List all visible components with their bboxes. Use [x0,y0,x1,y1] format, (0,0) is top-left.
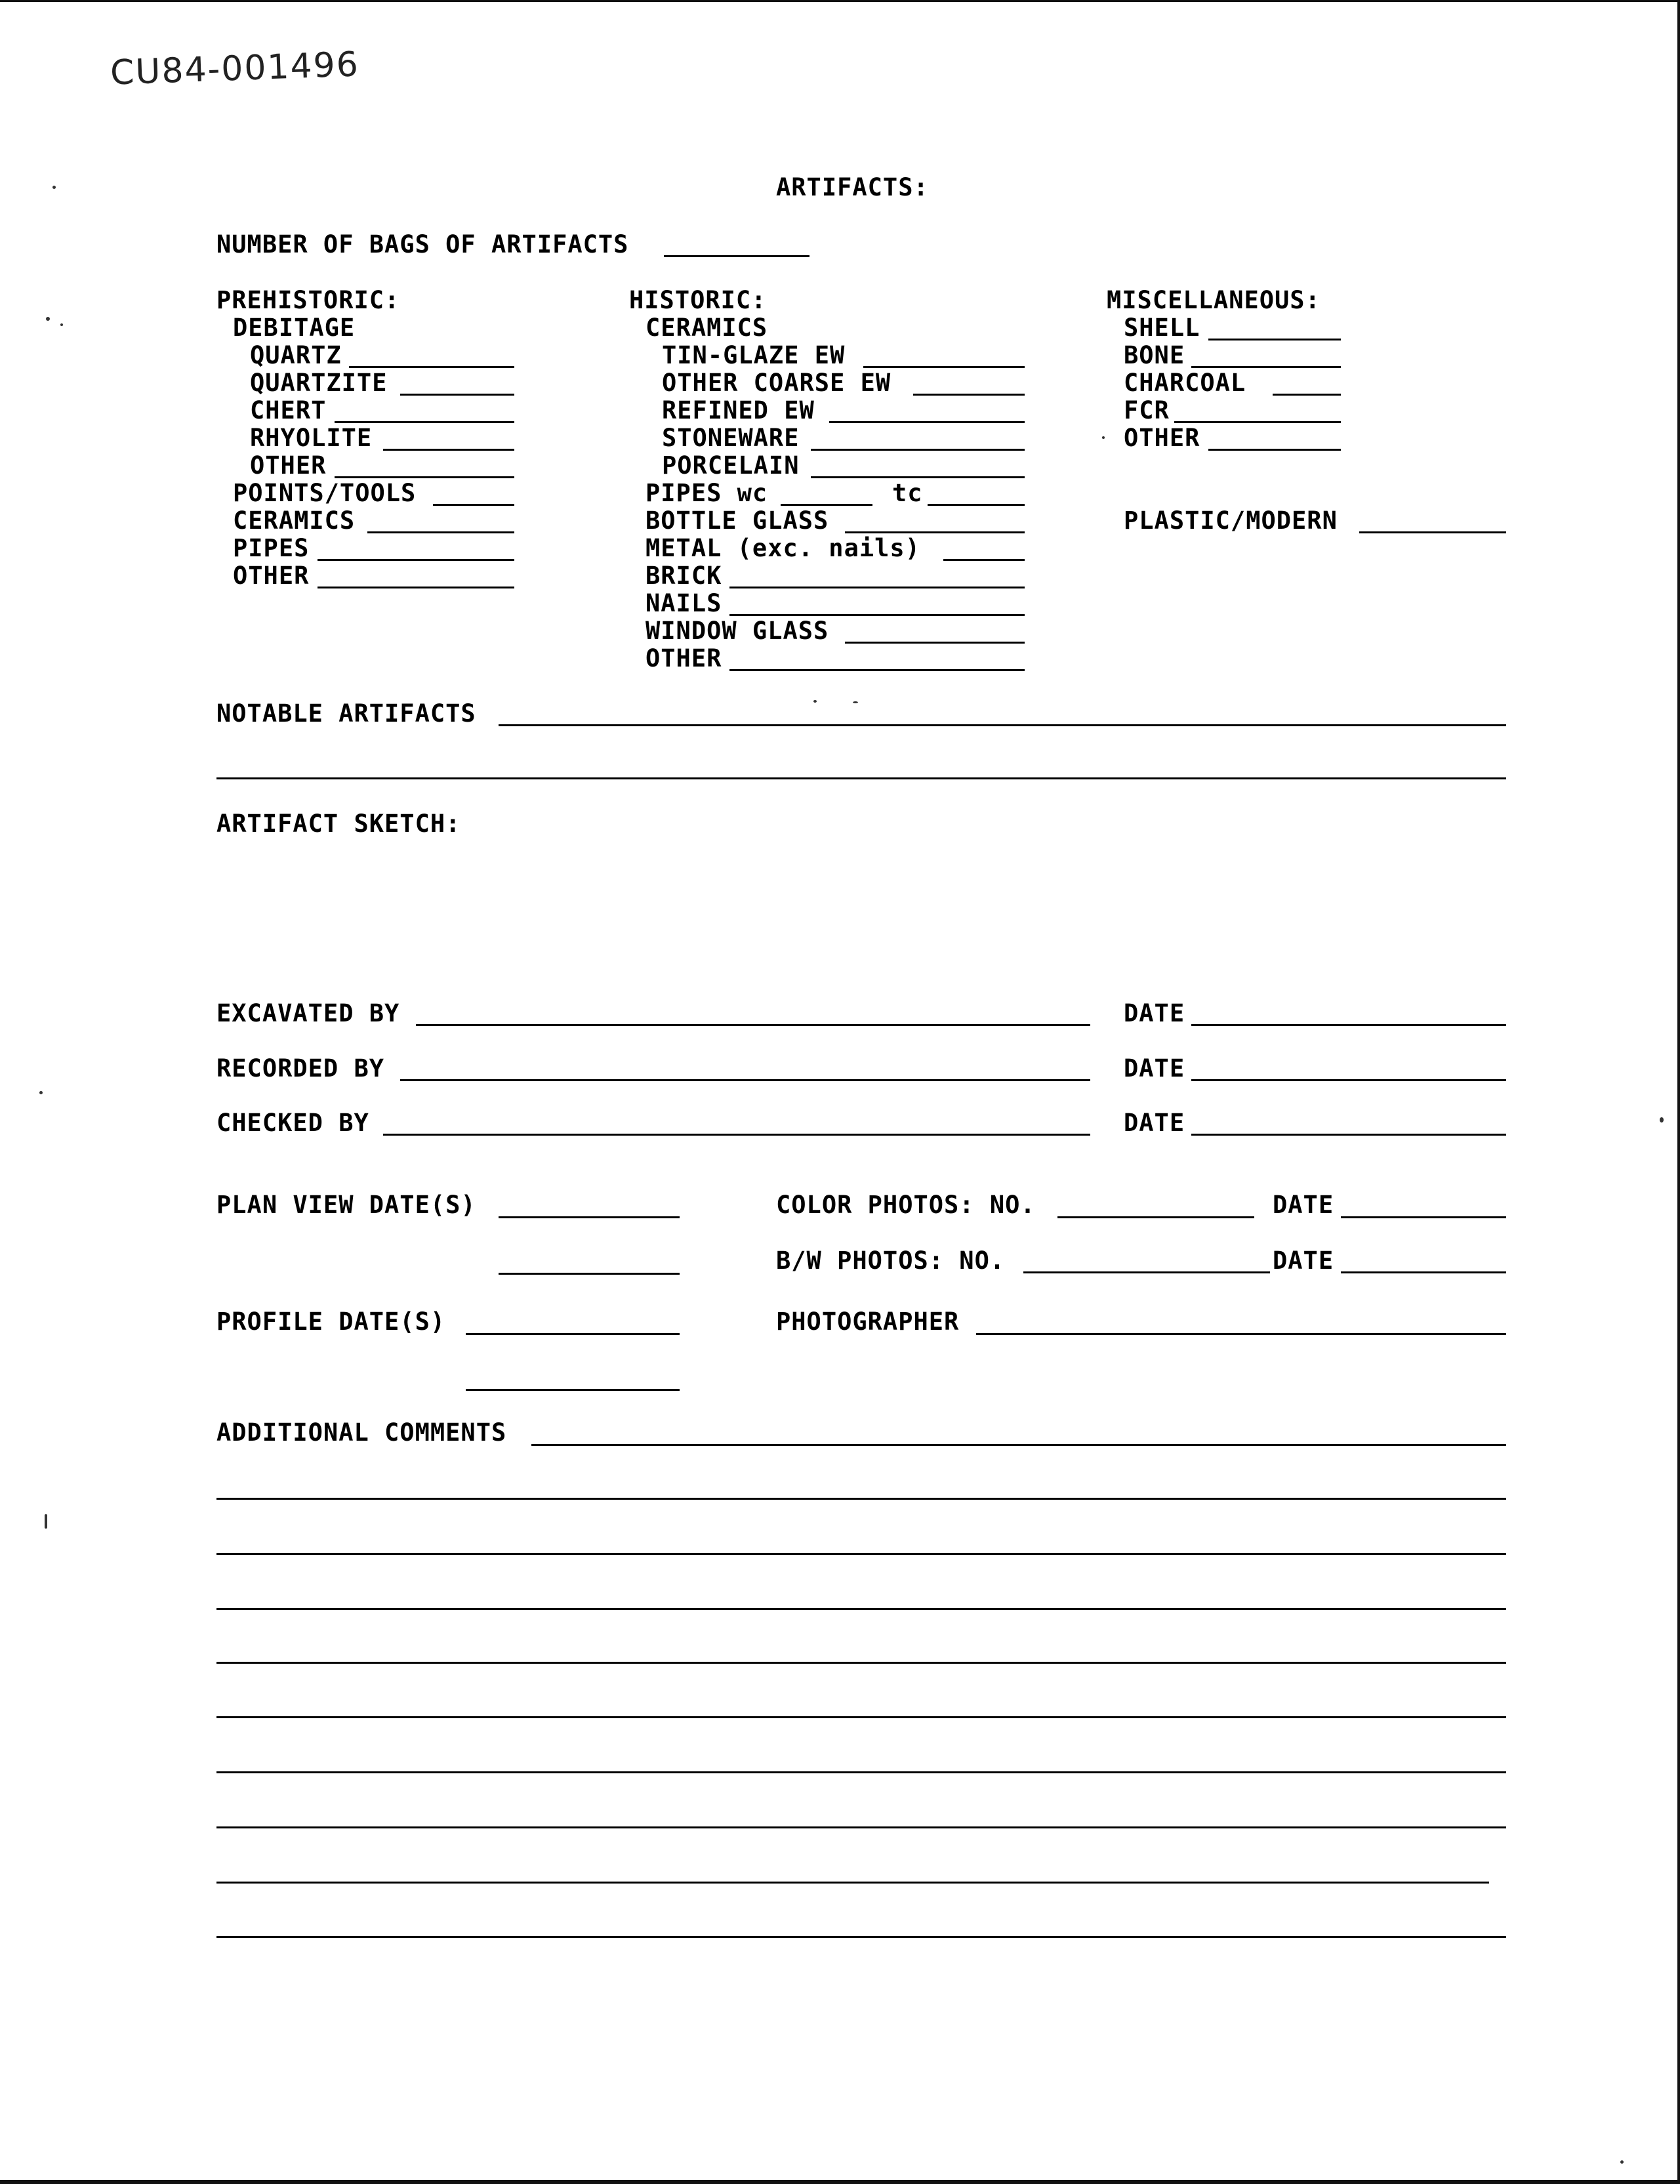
other-debitage-label: OTHER [250,451,327,480]
photographer-label: PHOTOGRAPHER [776,1308,960,1336]
scan-speck [853,701,858,703]
checked-by-label: CHECKED BY [216,1109,369,1137]
debitage-label: DEBITAGE [233,314,356,342]
fcr-label: FCR [1124,396,1170,424]
pipes-tc-field[interactable] [928,504,1025,506]
comments-line-7[interactable] [216,1771,1506,1773]
plastic-modern-field[interactable] [1359,531,1506,533]
notable-artifacts-field-2[interactable] [216,777,1506,779]
porcelain-label: PORCELAIN [662,451,800,480]
pipes-wc-label: PIPES wc [645,479,768,507]
prehistoric-pipes-label: PIPES [233,534,310,562]
bone-field[interactable] [1191,366,1341,368]
tin-glaze-label: TIN-GLAZE EW [662,341,846,369]
bw-photos-date-field[interactable] [1341,1271,1506,1273]
plan-view-field[interactable] [499,1216,680,1218]
photographer-field[interactable] [976,1333,1506,1335]
checked-date-label: DATE [1124,1109,1185,1137]
excavated-by-field[interactable] [416,1024,1090,1026]
prehistoric-other-field[interactable] [318,587,514,588]
nails-label: NAILS [645,589,722,617]
historic-heading: HISTORIC: [629,286,767,314]
notable-artifacts-label: NOTABLE ARTIFACTS [216,699,476,728]
fcr-field[interactable] [1174,421,1341,423]
nails-field[interactable] [729,614,1025,616]
scan-speck [39,1091,43,1094]
recorded-date-field[interactable] [1191,1079,1506,1081]
color-photos-no-field[interactable] [1057,1216,1254,1218]
comments-line-1[interactable] [531,1444,1506,1446]
comments-line-8[interactable] [216,1826,1506,1828]
historic-other-field[interactable] [729,669,1025,671]
scan-speck [1660,1117,1664,1123]
window-glass-field[interactable] [845,642,1025,644]
form-title: ARTIFACTS: [776,173,929,201]
misc-heading: MISCELLANEOUS: [1107,286,1321,314]
charcoal-field[interactable] [1273,394,1341,396]
porcelain-field[interactable] [811,476,1025,478]
comments-line-3[interactable] [216,1553,1506,1555]
comments-line-9[interactable] [216,1882,1489,1884]
scan-speck [813,700,817,703]
color-photos-date-label: DATE [1273,1191,1334,1219]
pipes-wc-field[interactable] [781,504,872,506]
other-debitage-field[interactable] [335,476,514,478]
shell-field[interactable] [1208,339,1341,340]
bw-photos-no-field[interactable] [1023,1271,1270,1273]
quartzite-label: QUARTZITE [250,369,388,397]
recorded-by-label: RECORDED BY [216,1054,385,1082]
other-coarse-label: OTHER COARSE EW [662,369,891,397]
charcoal-label: CHARCOAL [1124,369,1246,397]
plan-view-field-2[interactable] [499,1273,680,1275]
bags-field[interactable] [664,255,809,257]
points-tools-label: POINTS/TOOLS [233,479,417,507]
scan-speck [46,317,50,321]
bone-label: BONE [1124,341,1185,369]
misc-other-field[interactable] [1208,449,1341,451]
comments-line-5[interactable] [216,1662,1506,1664]
checked-date-field[interactable] [1191,1134,1506,1136]
rhyolite-field[interactable] [383,449,514,451]
artifact-sketch-label: ARTIFACT SKETCH: [216,810,461,838]
bottle-glass-label: BOTTLE GLASS [645,506,829,535]
profile-date-field[interactable] [466,1333,680,1335]
quartz-label: QUARTZ [250,341,342,369]
checked-by-field[interactable] [383,1134,1090,1136]
stoneware-field[interactable] [811,449,1025,451]
tin-glaze-field[interactable] [863,366,1025,368]
bw-photos-date-label: DATE [1273,1247,1334,1275]
misc-other-label: OTHER [1124,424,1200,452]
brick-field[interactable] [729,587,1025,588]
points-tools-field[interactable] [433,504,514,506]
chert-field[interactable] [335,421,514,423]
other-coarse-field[interactable] [913,394,1025,396]
chert-label: CHERT [250,396,327,424]
excavated-by-label: EXCAVATED BY [216,999,400,1027]
quartzite-field[interactable] [400,394,514,396]
scan-speck [52,186,56,189]
plan-view-label: PLAN VIEW DATE(S) [216,1191,476,1219]
prehistoric-other-label: OTHER [233,562,310,590]
notable-artifacts-field[interactable] [499,724,1506,726]
rhyolite-label: RHYOLITE [250,424,373,452]
excavated-date-field[interactable] [1191,1024,1506,1026]
comments-line-6[interactable] [216,1716,1506,1718]
refined-field[interactable] [829,421,1025,423]
comments-line-10[interactable] [216,1936,1506,1938]
scan-speck [60,323,63,326]
shell-label: SHELL [1124,314,1200,342]
stoneware-label: STONEWARE [662,424,800,452]
scan-speck [1620,2160,1624,2164]
handwritten-id: CU84-001496 [110,45,360,93]
bags-label: NUMBER OF BAGS OF ARTIFACTS [216,230,629,258]
quartz-field[interactable] [349,366,514,368]
metal-field[interactable] [943,559,1025,561]
scan-mark [45,1514,47,1529]
color-photos-label: COLOR PHOTOS: NO. [776,1191,1036,1219]
recorded-by-field[interactable] [400,1079,1090,1081]
prehistoric-heading: PREHISTORIC: [216,286,400,314]
excavated-date-label: DATE [1124,999,1185,1027]
window-glass-label: WINDOW GLASS [645,617,829,645]
brick-label: BRICK [645,562,722,590]
comments-line-4[interactable] [216,1608,1506,1610]
historic-other-label: OTHER [645,644,722,672]
historic-ceramics-label: CERAMICS [645,314,768,342]
prehistoric-pipes-field[interactable] [318,559,514,561]
prehistoric-ceramics-label: CERAMICS [233,506,356,535]
refined-label: REFINED EW [662,396,815,424]
scan-speck [1102,436,1105,439]
bw-photos-label: B/W PHOTOS: NO. [776,1247,1006,1275]
recorded-date-label: DATE [1124,1054,1185,1082]
plastic-modern-label: PLASTIC/MODERN [1124,506,1338,535]
pipes-tc-label: tc [892,479,923,507]
comments-line-2[interactable] [216,1498,1506,1500]
color-photos-date-field[interactable] [1341,1216,1506,1218]
prehistoric-ceramics-field[interactable] [367,531,514,533]
additional-comments-label: ADDITIONAL COMMENTS [216,1418,507,1447]
bottle-glass-field[interactable] [845,531,1025,533]
profile-date-field-2[interactable] [466,1389,680,1391]
profile-date-label: PROFILE DATE(S) [216,1308,446,1336]
metal-label: METAL (exc. nails) [645,534,920,562]
